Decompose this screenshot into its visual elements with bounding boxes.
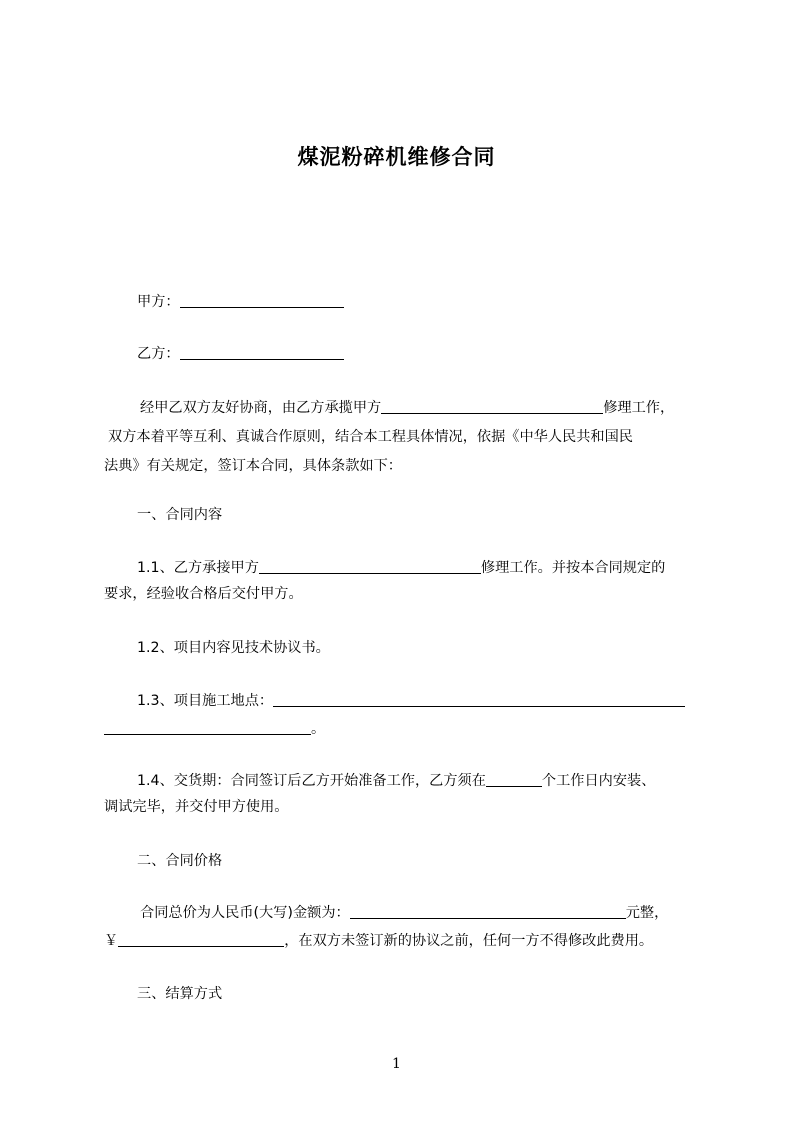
party-b-blank[interactable] (180, 345, 344, 360)
clause-1-3-line-2 (104, 719, 325, 739)
clause-1-3-blank-1[interactable] (273, 692, 685, 707)
clause-1-4-text: 1.4、交货期：合同签订后乙方开始准备工作，乙方须在 (137, 773, 486, 789)
currency-symbol: ￥ (104, 933, 119, 949)
clause-1-3-blank-2[interactable] (104, 720, 311, 735)
clause-1-3-label: 1.3、项目施工地点： (137, 693, 274, 709)
price-amount-figures-blank[interactable] (118, 932, 284, 947)
price-text: 合同总价为人民币(大写)金额为： (140, 905, 350, 921)
clause-1-4-line-2: 调试完毕，并交付甲方使用。 (104, 799, 289, 815)
document-title: 煤泥粉碎机维修合同 (297, 145, 496, 169)
intro-text-1-end: 修理工作， (603, 400, 675, 416)
section-3-heading: 三、结算方式 (137, 986, 223, 1002)
party-a-label: 甲方： (137, 294, 180, 310)
clause-1-4-days-blank[interactable] (486, 772, 542, 787)
party-a-blank[interactable] (180, 293, 344, 308)
clause-1-2: 1.2、项目内容见技术协议书。 (137, 640, 330, 656)
clause-1-1-text: 1.1、乙方承接甲方 (137, 560, 259, 576)
section-2-heading: 二、合同价格 (137, 853, 223, 869)
clause-1-4-text-end: 个工作日内安装、 (541, 773, 656, 789)
party-b-line (137, 344, 344, 364)
clause-1-4-line-1 (137, 771, 655, 791)
price-text-end: 元整， (625, 905, 669, 921)
clause-1-1-text-end: 修理工作。并按本合同规定的 (480, 560, 666, 576)
intro-line-1 (140, 398, 674, 418)
section-1-heading: 一、合同内容 (137, 507, 223, 523)
intro-line-2: 双方本着平等互利、真诚合作原则，结合本工程具体情况，依据《中华人民共和国民 (108, 429, 633, 445)
price-line-1 (140, 903, 668, 923)
price-amount-words-blank[interactable] (350, 904, 626, 919)
clause-1-1-blank[interactable] (259, 559, 481, 574)
party-a-line (137, 292, 344, 312)
clause-1-3-line-1 (137, 691, 685, 711)
intro-text-1: 经甲乙双方友好协商，由乙方承揽甲方 (140, 400, 382, 416)
party-b-label: 乙方： (137, 346, 180, 362)
clause-1-3-end: 。 (311, 721, 326, 737)
price-text-2: ，在双方未签订新的协议之前，任何一方不得修改此费用。 (284, 933, 654, 949)
page-number: 1 (392, 1056, 401, 1072)
intro-line-3: 法典》有关规定，签订本合同，具体条款如下： (104, 458, 402, 474)
intro-project-blank[interactable] (381, 399, 603, 414)
price-line-2 (104, 931, 653, 951)
clause-1-1-line-1 (137, 558, 665, 578)
clause-1-1-line-2: 要求，经验收合格后交付甲方。 (104, 586, 303, 602)
